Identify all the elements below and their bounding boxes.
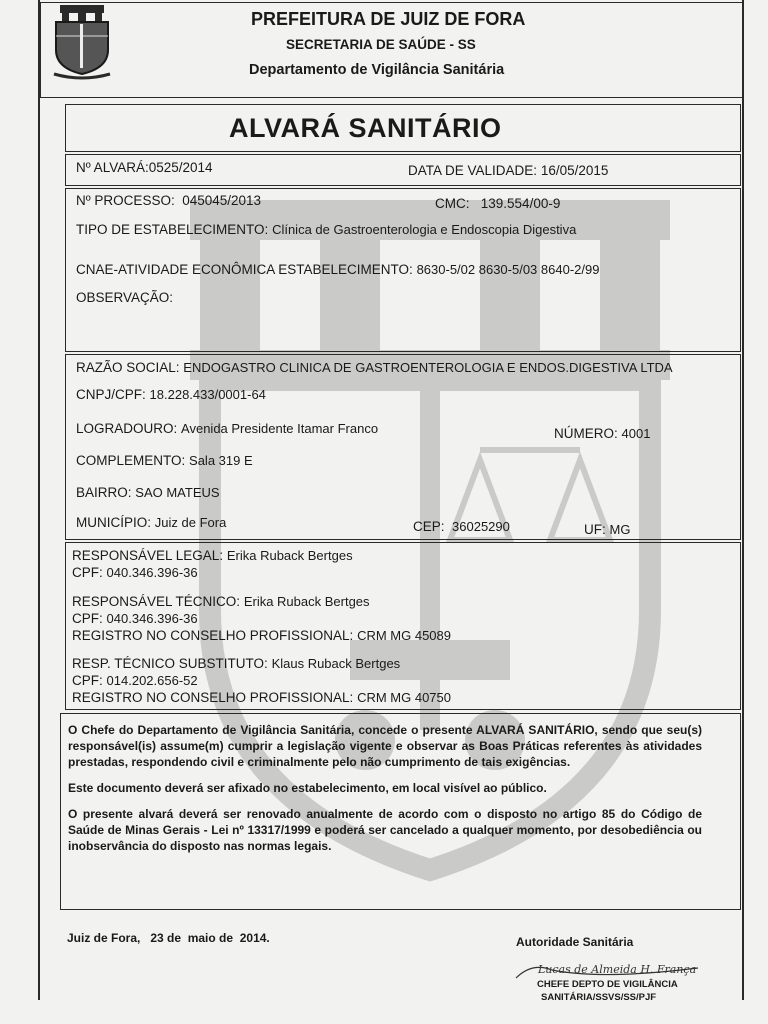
technical-responsible [72,594,370,610]
establishment-type-label: TIPO DE ESTABELECIMENTO: [76,222,269,237]
place-and-date: Juiz de Fora, 23 de maio de 2014. [67,931,270,945]
neighborhood-label: BAIRRO: [76,485,132,500]
validity-date-label: DATA DE VALIDADE: [408,163,538,178]
header-secretaria: SECRETARIA DE SAÚDE - SS [286,37,476,52]
establishment-type-value: Clínica de Gastroenterologia e Endoscopia Digestiva [272,222,577,237]
neighborhood-value: SAO MATEUS [135,485,220,500]
notice-paragraph-3: O presente alvará deverá ser renovado anualmente de acordo com o disposto no artigo 85 do Código de Saúde de Minas Gerais - Lei nº 13317/1999 e poderá ser cancelado a qualquer momento, por desobediência ou inobservância do disposto nas normas legais. [68,807,702,853]
legal-responsible [72,548,353,564]
cnae [76,262,599,278]
alvara-number-label: Nº ALVARÁ: [76,160,149,175]
technical-responsible-registry-value: CRM MG 45089 [357,628,451,643]
cmc-label: CMC: [435,196,470,211]
technical-responsible-label: RESPONSÁVEL TÉCNICO: [72,594,241,609]
establishment-type [76,222,576,238]
observation-label: OBSERVAÇÃO: [76,290,174,305]
street [76,421,378,437]
process-number-label: Nº PROCESSO: [76,193,175,208]
cnpj-value: 18.228.433/0001-64 [149,387,266,402]
coat-of-arms-logo [50,4,114,80]
technical-responsible-registry [72,628,451,644]
substitute-responsible-cpf-value: 014.202.656-52 [106,673,198,688]
cnae-value: 8630-5/02 8630-5/03 8640-2/99 [416,262,600,277]
stamp-line-2: SANITÁRIA/SSVS/SS/PJF [541,992,657,1003]
cnpj [76,387,266,403]
substitute-responsible-cpf [72,673,198,689]
process-number [76,193,261,209]
validity-date [408,163,608,179]
establishment-box [65,354,741,540]
postal-code-value: 36025290 [452,519,510,534]
technical-responsible-value: Erika Ruback Bertges [243,594,370,609]
legal-responsible-cpf [72,565,198,581]
stamp-line-1: CHEFE DEPTO DE VIGILÂNCIA [537,979,678,990]
document-title: ALVARÁ SANITÁRIO [229,113,502,143]
state-label: UF: [584,522,606,537]
notice-paragraph-2: Este documento deverá ser afixado no estabelecimento, em local visível ao público. [68,781,547,795]
street-label: LOGRADOURO: [76,421,178,436]
company-name-label: RAZÃO SOCIAL: [76,360,180,375]
legal-responsible-cpf-value: 040.346.396-36 [106,565,198,580]
complement-label: COMPLEMENTO: [76,453,186,468]
cnpj-label: CNPJ/CPF: [76,387,146,402]
alvara-number-value: 0525/2014 [148,160,213,175]
header-departamento: Departamento de Vigilância Sanitária [249,62,505,78]
substitute-responsible-label: RESP. TÉCNICO SUBSTITUTO: [72,656,268,671]
cmc-value: 139.554/00-9 [480,196,561,211]
cmc [435,196,560,212]
technical-responsible-cpf [72,611,198,627]
company-name [76,360,673,376]
technical-responsible-cpf-label: CPF: [72,611,103,626]
alvara-number [76,160,213,176]
legal-responsible-label: RESPONSÁVEL LEGAL: [72,548,224,563]
complement [76,453,253,469]
postal-code-label: CEP: [413,519,445,534]
legal-responsible-cpf-label: CPF: [72,565,103,580]
substitute-responsible-registry-value: CRM MG 40750 [357,690,451,705]
street-number-label: NÚMERO: [554,426,618,441]
neighborhood [76,485,220,501]
validity-date-value: 16/05/2015 [540,163,609,178]
substitute-responsible-cpf-label: CPF: [72,673,103,688]
legal-responsible-value: Erika Ruback Bertges [226,548,353,563]
substitute-responsible-value: Klaus Ruback Bertges [271,656,401,671]
complement-value: Sala 319 E [189,453,253,468]
postal-code [413,519,510,535]
header-prefeitura: PREFEITURA DE JUIZ DE FORA [251,9,526,29]
municipality-value: Juiz de Fora [154,515,227,530]
technical-responsible-cpf-value: 040.346.396-36 [106,611,198,626]
sanitary-authority-label: Autoridade Sanitária [516,935,634,949]
state-value: MG [609,522,631,537]
state [584,522,630,538]
cnae-label: CNAE-ATIVIDADE ECONÔMICA ESTABELECIMENTO: [76,262,413,277]
right-border [742,0,744,1000]
signature: Lucas de Almeida H. França [538,963,697,976]
left-border [38,0,40,1000]
technical-responsible-registry-label: REGISTRO NO CONSELHO PROFISSIONAL: [72,628,354,643]
notice-paragraph-1: O Chefe do Departamento de Vigilância Sanitária, concede o presente ALVARÁ SANITÁRIO, sendo que seu(s) responsável(is) assume(m) cumprir a legislação vigente e observar as Boas Práticas referentes às atividades prestadas, respondendo civil e criminalmente pelo não cumprimento de tais exigências. [68,723,702,769]
substitute-responsible [72,656,400,672]
street-number [554,426,650,442]
notice-text [68,722,702,854]
process-number-value: 045045/2013 [182,193,262,208]
street-number-value: 4001 [621,426,651,441]
municipality [76,515,226,531]
substitute-responsible-registry [72,690,451,706]
substitute-responsible-registry-label: REGISTRO NO CONSELHO PROFISSIONAL: [72,690,354,705]
company-name-value: ENDOGASTRO CLINICA DE GASTROENTEROLOGIA E ENDOS.DIGESTIVA LTDA [183,360,673,375]
municipality-label: MUNICÍPIO: [76,515,152,530]
street-value: Avenida Presidente Itamar Franco [181,421,379,436]
